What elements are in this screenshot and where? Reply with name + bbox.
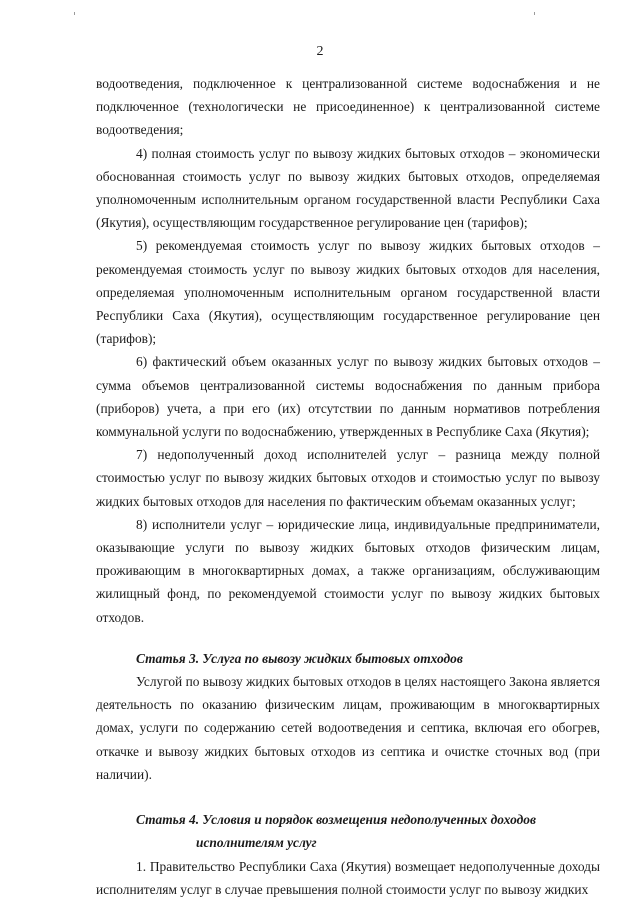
article-3-heading: Статья 3. Услуга по вывозу жидких бытовых отходов <box>136 650 463 666</box>
article-4-heading-line-2: исполнителям услуг <box>196 835 317 851</box>
scan-mark <box>74 12 75 15</box>
document-body <box>96 72 600 901</box>
page-number: 2 <box>316 44 324 59</box>
scan-mark <box>534 12 535 15</box>
definition-4: 4) полная стоимость услуг по вывозу жидких бытовых отходов – экономически обоснованная стоимость услуг по вывозу жидких бытовых отходов, определяемая уполномоченным исполнительным органом государственной власти Республики Саха (Якутия), осуществляющим государственное регулирование цен (тарифов); <box>96 145 600 231</box>
article-4-heading-line-1: Статья 4. Условия и порядок возмещения недополученных доходов <box>136 812 536 828</box>
definition-8: 8) исполнители услуг – юридические лица, индивидуальные предприниматели, оказывающие услуги по вывозу жидких бытовых отходов физическим лицам, проживающим в многоквартирных домах, а также организациям, обслуживающим жилищный фонд, по рекомендуемой стоимости услуг по вывозу жидких бытовых отходов. <box>96 516 600 625</box>
article-4-text: 1. Правительство Республики Саха (Якутия) возмещает недополученные доходы исполнителям услуг в случае превышения полной стоимости услуг по вывозу жидких <box>96 858 600 897</box>
paragraph-continuation: водоотведения, подключенное к централизованной системе водоснабжения и не подключенное (технологически не присоединенное) к централизованной системе водоотведения; <box>96 76 600 138</box>
spacer <box>96 629 600 647</box>
definition-5: 5) рекомендуемая стоимость услуг по вывозу жидких бытовых отходов – рекомендуемая стоимость услуг по вывозу жидких бытовых отходов для населения, определяемая уполномоченным исполнительным органом государственной власти Республики Саха (Якутия), осуществляющим государственное регулирование цен (тарифов); <box>96 238 600 347</box>
definition-6: 6) фактический объем оказанных услуг по вывозу жидких бытовых отходов – сумма объемов централизованной системы водоснабжения по данным прибора (приборов) учета, а при его (их) отсутствии по данным нормативов потребления коммунальной услуги по водоснабжению, утвержденных в Республике Саха (Якутия); <box>96 354 600 440</box>
spacer <box>96 786 600 808</box>
definition-7: 7) недополученный доход исполнителей услуг – разница между полной стоимостью услуг по вывозу жидких бытовых отходов и стоимостью услуг по вывозу жидких бытовых отходов для населения по фактическим объемам оказанных услуг; <box>96 447 600 509</box>
article-3-text: Услугой по вывозу жидких бытовых отходов в целях настоящего Закона является деятельность по оказанию физическим лицам, проживающим в многоквартирных домах, услуги по содержанию сетей водоотведения и септика, включая его обогрев, откачке и вывозу жидких бытовых отходов из септика и очистке сточных вод (при наличии). <box>96 674 600 782</box>
